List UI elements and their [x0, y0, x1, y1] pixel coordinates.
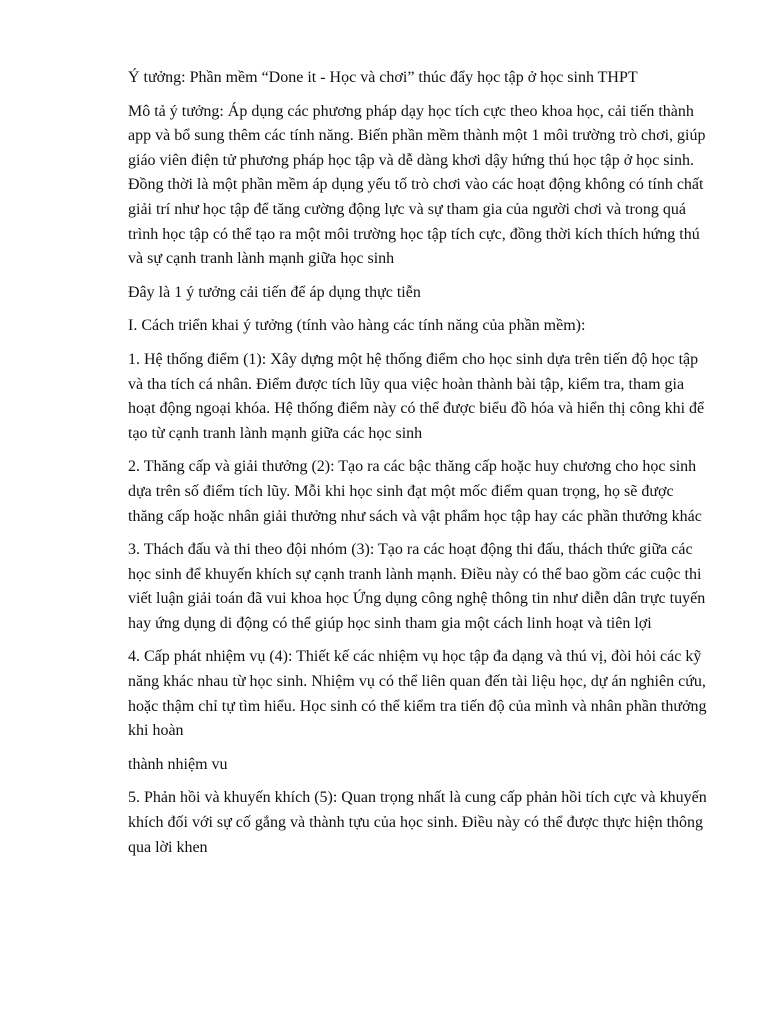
feature-feedback: 5. Phản hồi và khuyến khích (5): Quan trọng nhất là cung cấp phản hồi tích cực và khuyến khích đối với sự cố gắng và thành tựu của học sinh. Điều này có thể được thực hiện thông qua lời khen [128, 789, 707, 856]
feature-missions-continued: thành nhiệm vu [128, 755, 228, 773]
idea-title: Ý tưởng: Phần mềm “Done it - Học và chơi” thúc đẩy học tập ở học sinh THPT [128, 69, 638, 86]
section-heading: I. Cách triển khai ý tưởng (tính vào hàng các tính năng của phần mềm): [128, 317, 586, 335]
feature-points-system: 1. Hệ thống điểm (1): Xây dựng một hệ thống điểm cho học sinh dựa trên tiến độ học tập và tha tích cá nhân. Điểm được tích lũy qua việc hoàn thành bài tập, kiểm tra, tham gia hoạt động ngoại khóa. Hệ thống điểm này có thể được biểu đồ hóa và hiển thị công khi để tạo từ cạnh tranh lành mạnh giữa các học sinh [128, 350, 705, 442]
practical-note: Đây là 1 ý tưởng cải tiến để áp dụng thực tiễn [128, 283, 421, 301]
document-body [128, 66, 713, 869]
feature-missions: 4. Cấp phát nhiệm vụ (4): Thiết kế các nhiệm vụ học tập đa dạng và thú vị, đòi hỏi các kỹ năng khác nhau từ học sinh. Nhiệm vụ có thể liên quan đến tài liệu học, dự án nghiên cứu, hoặc thậm chỉ tự tìm hiểu. Học sinh có thể kiểm tra tiến độ của mình và nhân phần thưởng khi hoàn [128, 648, 707, 740]
feature-team-challenges: 3. Thách đấu và thi theo đội nhóm (3): Tạo ra các hoạt động thi đấu, thách thức giữa các học sinh để khuyến khích sự cạnh tranh lành mạnh. Điều này có thể bao gồm các cuộc thi viết luận giải toán đã vui khoa học Ứng dụng công nghệ thông tin như diễn dân trực tuyến hay ứng dụng di động có thể giúp học sinh tham gia một cách linh hoạt và tiên lợi [128, 541, 706, 632]
feature-levels-rewards: 2. Thăng cấp và giải thưởng (2): Tạo ra các bậc thăng cấp hoặc huy chương cho học sinh dựa trên số điểm tích lũy. Mỗi khi học sinh đạt một mốc điểm quan trọng, họ sẽ được thăng cấp hoặc nhân giải thưởng như sách và vật phẩm học tập hay các phần thưởng khác [128, 458, 702, 525]
idea-description: Mô tả ý tưởng: Áp dụng các phương pháp dạy học tích cực theo khoa học, cải tiến thành app và bổ sung thêm các tính năng. Biến phần mềm thành một 1 môi trường trò chơi, giúp giáo viên điện tử phương pháp học tập và dễ dàng khơi dậy hứng thú học tập ở học sinh. Đồng thời là một phần mềm áp dụng yếu tố trò chơi vào các hoạt động không có tính chất giải trí như học tập để tăng cường động lực và sự tham gia của người chơi và trong quá trình học tập có thể tạo ra một môi trường học tập tích cực, đồng thời kích thích hứng thú và sự cạnh tranh lành mạnh giữa học sinh [128, 102, 706, 268]
